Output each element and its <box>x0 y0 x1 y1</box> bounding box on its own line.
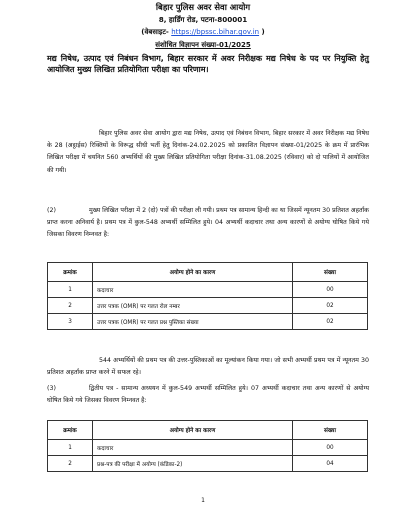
paragraph-2-number: (2) <box>47 207 56 214</box>
website-line <box>0 28 406 37</box>
table-row <box>48 440 368 456</box>
table-row <box>48 314 368 330</box>
paragraph-4-text: द्वितीय पत्र - सामान्य अध्ययन में कुल-549 अभ्यर्थी सम्मिलित हुये। 07 अभ्यर्थी कदाचार तथा अन्य कारणों से अयोग्य घोषित किये गये जिसका विवरण निम्नवत है: <box>47 385 369 405</box>
column-header-serial: क्रमांक <box>48 421 93 440</box>
cell-serial: 2 <box>48 298 93 314</box>
table-row <box>48 282 368 298</box>
website-label: (वेबसाइट- <box>141 28 169 36</box>
column-header-count: संख्या <box>293 263 368 282</box>
org-address: 8, हार्डिंग रोड, पटना-800001 <box>158 15 248 24</box>
paragraph-2-text: मुख्य लिखित परीक्षा में 2 (दो) पत्रों की परीक्षा ली गयी। प्रथम पत्र सामान्य हिन्दी का था जिसमें न्यूनतम 30 प्रतिशत अहर्तांक प्राप्त करना अनिवार्य है। प्रथम पत्र में कुल-548 अभ्यर्थी सम्मिलित हुये। 04 अभ्यर्थी कदाचार तथा अन्य कारणों से अयोग्य घोषित किये गये जिसका विवरण निम्नवत है: <box>47 207 370 239</box>
website-link[interactable]: https://bpssc.bihar.gov.in <box>171 28 260 36</box>
column-header-reason: अयोग्य होने का कारण <box>93 421 293 440</box>
paragraph-4-number: (3) <box>47 385 56 392</box>
subject-heading: मद्य निषेध, उत्पाद एवं निबंधन विभाग, बिहार सरकार में अवर निरीक्षक मद्य निषेध के पद पर नियुक्ति हेतु आयोजित मुख्य लिखित प्रतियोगिता परीक्षा का परिणाम। <box>47 54 369 74</box>
page-number: 1 <box>201 497 205 504</box>
notice-number: संशोधित विज्ञापन संख्या-01/2025 <box>155 41 251 49</box>
table-row <box>48 298 368 314</box>
website-close: ) <box>261 28 265 36</box>
column-header-reason: अयोग्य होने का कारण <box>93 263 293 282</box>
column-header-count: संख्या <box>293 421 368 440</box>
table-header-row <box>48 263 368 282</box>
cell-reason: उत्तर पत्रक (OMR) पर गलत प्रश्न पुस्तिका संख्या <box>93 314 293 330</box>
cell-reason: कदाचार <box>93 282 293 298</box>
cell-count: 02 <box>293 314 368 330</box>
table-header-row <box>48 421 368 440</box>
disqualification-table-paper-1 <box>47 262 368 330</box>
cell-reason: प्रश्न-पत्र की परीक्षा में अयोग्य (कंडिका-2) <box>93 456 293 472</box>
disqualification-table-paper-2 <box>47 420 368 472</box>
paragraph-3: 544 अभ्यर्थियों की प्रथम पत्र की उत्तर-पुस्तिकाओं का मूल्यांकन किया गया। जो सभी अभ्यर्थी प्रथम पत्र में न्यूनतम 30 प्रतिशत अहर्तांक प्राप्त करने में सफल रहे। <box>47 357 369 377</box>
cell-count: 00 <box>293 440 368 456</box>
cell-reason: उत्तर पत्रक (OMR) पर गलत रोल नम्बर <box>93 298 293 314</box>
cell-count: 00 <box>293 282 368 298</box>
table-row <box>48 456 368 472</box>
paragraph-4 <box>47 383 369 407</box>
cell-serial: 3 <box>48 314 93 330</box>
cell-serial: 1 <box>48 282 93 298</box>
column-header-serial: क्रमांक <box>48 263 93 282</box>
paragraph-2 <box>47 205 369 242</box>
cell-serial: 2 <box>48 456 93 472</box>
org-title: बिहार पुलिस अवर सेवा आयोग <box>155 2 251 12</box>
cell-reason: कदाचार <box>93 440 293 456</box>
cell-count: 04 <box>293 456 368 472</box>
paragraph-1: बिहार पुलिस अवर सेवा आयोग द्वारा मद्य निषेध, उत्पाद एवं निबंधन विभाग, बिहार सरकार में अवर निरीक्षक मद्य निषेध के 28 (अट्ठाईस) रिक्तियों के विरूद्ध सीधी भर्ती हेतु दिनांक-24.02.2025 को प्रकाशित विज्ञापन संख्या-01/2025 के क्रम में प्रारंभिक लिखित परीक्षा में चयनित 560 अभ्यर्थियों की मुख्य लिखित प्रतियोगिता परीक्षा दिनांक-31.08.2025 (रविवार) को दो पालियों में आयोजित की गयी। <box>47 130 369 174</box>
cell-serial: 1 <box>48 440 93 456</box>
cell-count: 02 <box>293 298 368 314</box>
